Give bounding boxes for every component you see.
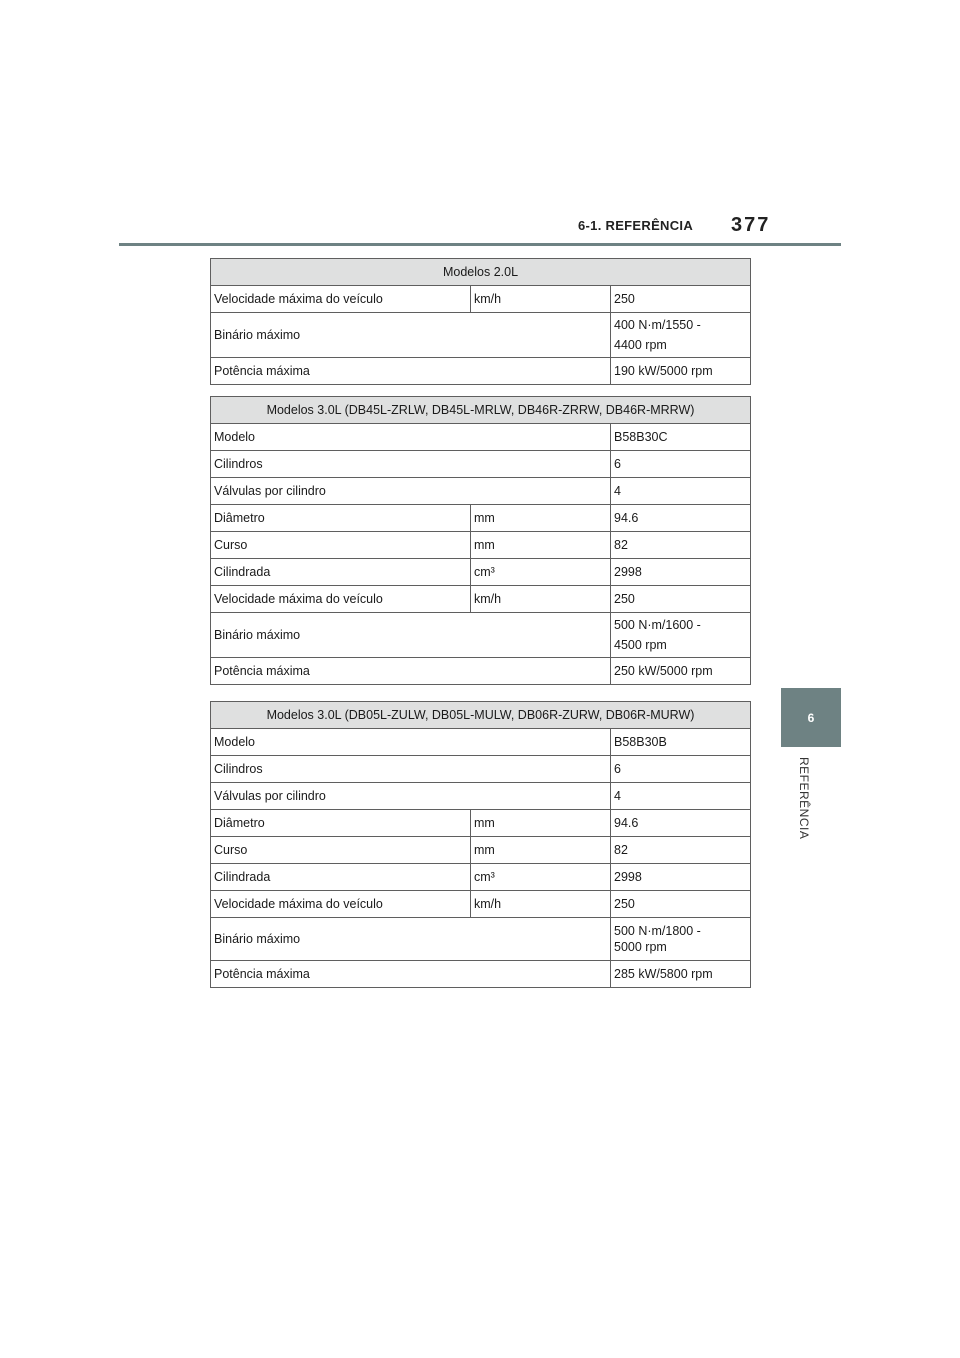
row-unit: mm bbox=[471, 837, 611, 864]
row-unit: mm bbox=[471, 810, 611, 837]
row-unit: km/h bbox=[471, 586, 611, 613]
row-label: Potência máxima bbox=[211, 658, 611, 685]
table-row bbox=[211, 559, 751, 586]
table-header-row bbox=[211, 397, 751, 424]
row-label: Cilindros bbox=[211, 451, 611, 478]
table-title: Modelos 3.0L (DB45L-ZRLW, DB45L-MRLW, DB46R-ZRRW, DB46R-MRRW) bbox=[211, 397, 751, 424]
chapter-label: REFERÊNCIA bbox=[797, 757, 811, 840]
row-label: Válvulas por cilindro bbox=[211, 783, 611, 810]
row-unit: mm bbox=[471, 532, 611, 559]
table-row bbox=[211, 729, 751, 756]
value-line: 5000 rpm bbox=[614, 940, 667, 954]
row-label: Cilindrada bbox=[211, 559, 471, 586]
section-title: 6-1. REFERÊNCIA bbox=[578, 218, 694, 233]
value-line: 4400 rpm bbox=[614, 338, 667, 352]
row-label: Modelo bbox=[211, 729, 611, 756]
row-label: Cilindros bbox=[211, 756, 611, 783]
row-value: B58B30B bbox=[611, 729, 751, 756]
table-row bbox=[211, 658, 751, 685]
row-value: 250 kW/5000 rpm bbox=[611, 658, 751, 685]
value-line: 4500 rpm bbox=[614, 638, 667, 652]
table-row bbox=[211, 532, 751, 559]
table-row bbox=[211, 810, 751, 837]
row-unit: mm bbox=[471, 505, 611, 532]
table-row bbox=[211, 505, 751, 532]
row-unit: km/h bbox=[471, 891, 611, 918]
row-value: 94.6 bbox=[611, 505, 751, 532]
table-row bbox=[211, 478, 751, 505]
row-label: Velocidade máxima do veículo bbox=[211, 286, 471, 313]
row-value: 2998 bbox=[611, 864, 751, 891]
table-row bbox=[211, 961, 751, 988]
chapter-tab[interactable] bbox=[781, 688, 841, 747]
row-value bbox=[611, 918, 751, 961]
table-row bbox=[211, 613, 751, 658]
row-unit: cm³ bbox=[471, 864, 611, 891]
row-value: 6 bbox=[611, 756, 751, 783]
value-line: 400 N·m/1550 - bbox=[614, 318, 701, 332]
spec-table-3l-b58b30b bbox=[210, 701, 751, 988]
table-row bbox=[211, 783, 751, 810]
row-value: B58B30C bbox=[611, 424, 751, 451]
row-label: Diâmetro bbox=[211, 505, 471, 532]
row-value: 82 bbox=[611, 837, 751, 864]
value-line: 500 N·m/1800 - bbox=[614, 924, 701, 938]
table-header-row bbox=[211, 702, 751, 729]
table-row bbox=[211, 358, 751, 385]
row-label: Binário máximo bbox=[211, 613, 611, 658]
row-value bbox=[611, 613, 751, 658]
row-label: Curso bbox=[211, 532, 471, 559]
row-label: Binário máximo bbox=[211, 918, 611, 961]
row-label: Curso bbox=[211, 837, 471, 864]
row-label: Modelo bbox=[211, 424, 611, 451]
table-row bbox=[211, 313, 751, 358]
row-unit: cm³ bbox=[471, 559, 611, 586]
row-label: Diâmetro bbox=[211, 810, 471, 837]
row-label: Potência máxima bbox=[211, 961, 611, 988]
table-title: Modelos 3.0L (DB05L-ZULW, DB05L-MULW, DB06R-ZURW, DB06R-MURW) bbox=[211, 702, 751, 729]
value-line: 500 N·m/1600 - bbox=[614, 618, 701, 632]
row-value: 82 bbox=[611, 532, 751, 559]
table-row bbox=[211, 864, 751, 891]
row-value: 250 bbox=[611, 891, 751, 918]
header-rule bbox=[119, 243, 841, 246]
row-label: Potência máxima bbox=[211, 358, 611, 385]
table-row bbox=[211, 586, 751, 613]
chapter-number: 6 bbox=[807, 710, 815, 725]
row-label: Binário máximo bbox=[211, 313, 611, 358]
table-row bbox=[211, 837, 751, 864]
row-value: 2998 bbox=[611, 559, 751, 586]
row-value: 250 bbox=[611, 586, 751, 613]
table-row bbox=[211, 891, 751, 918]
row-unit: km/h bbox=[471, 286, 611, 313]
row-label: Velocidade máxima do veículo bbox=[211, 891, 471, 918]
row-label: Velocidade máxima do veículo bbox=[211, 586, 471, 613]
row-label: Cilindrada bbox=[211, 864, 471, 891]
table-row bbox=[211, 918, 751, 961]
row-value bbox=[611, 313, 751, 358]
page-number: 377 bbox=[731, 214, 771, 236]
table-row bbox=[211, 424, 751, 451]
spec-table-2l bbox=[210, 258, 751, 385]
row-value: 4 bbox=[611, 783, 751, 810]
row-value: 250 bbox=[611, 286, 751, 313]
row-label: Válvulas por cilindro bbox=[211, 478, 611, 505]
row-value: 94.6 bbox=[611, 810, 751, 837]
table-row bbox=[211, 286, 751, 313]
row-value: 190 kW/5000 rpm bbox=[611, 358, 751, 385]
table-title: Modelos 2.0L bbox=[211, 259, 751, 286]
row-value: 6 bbox=[611, 451, 751, 478]
table-row bbox=[211, 756, 751, 783]
row-value: 4 bbox=[611, 478, 751, 505]
table-row bbox=[211, 451, 751, 478]
row-value: 285 kW/5800 rpm bbox=[611, 961, 751, 988]
spec-table-3l-b58b30c bbox=[210, 396, 751, 685]
table-header-row bbox=[211, 259, 751, 286]
